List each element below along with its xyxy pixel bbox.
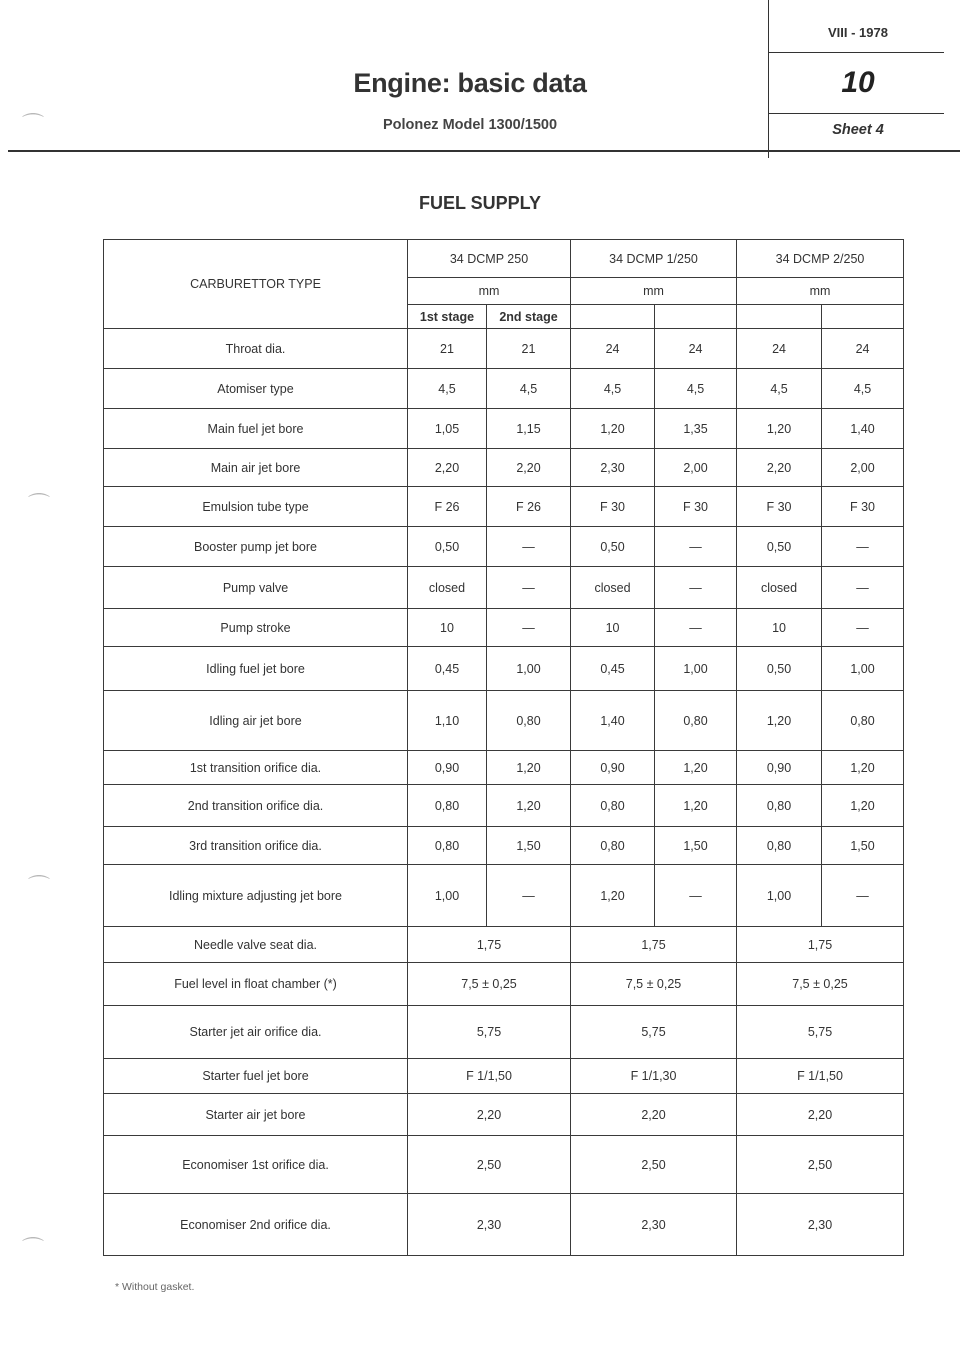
value-cell: 1,50 — [487, 827, 571, 865]
value-cell: 2,30 — [408, 1194, 571, 1256]
value-cell: — — [822, 567, 904, 609]
model-header: 34 DCMP 2/250 — [737, 240, 904, 278]
stage-header — [737, 305, 822, 329]
stage-header — [571, 305, 655, 329]
table-row — [104, 1136, 904, 1194]
row-label: Idling air jet bore — [104, 691, 408, 751]
value-cell: 2,20 — [408, 1094, 571, 1136]
value-cell: 4,5 — [408, 369, 487, 409]
table-row — [104, 647, 904, 691]
table-row — [104, 1194, 904, 1256]
value-cell: 0,45 — [408, 647, 487, 691]
value-cell: 1,00 — [487, 647, 571, 691]
value-cell: 1,00 — [737, 865, 822, 927]
binder-hole-mark: ⌒ — [22, 1236, 45, 1261]
stage-header: 1st stage — [408, 305, 487, 329]
value-cell: 2,20 — [737, 1094, 904, 1136]
value-cell: 0,80 — [822, 691, 904, 751]
row-label: Economiser 1st orifice dia. — [104, 1136, 408, 1194]
table-row — [104, 963, 904, 1006]
value-cell: 24 — [822, 329, 904, 369]
fuel-supply-table — [103, 239, 904, 1256]
value-cell: 2,20 — [571, 1094, 737, 1136]
value-cell: 0,80 — [737, 827, 822, 865]
value-cell: 0,50 — [408, 527, 487, 567]
value-cell: 10 — [737, 609, 822, 647]
value-cell: 2,00 — [655, 449, 737, 487]
table-row — [104, 751, 904, 785]
footnote: * Without gasket. — [115, 1281, 195, 1293]
value-cell: 7,5 ± 0,25 — [737, 963, 904, 1006]
value-cell: F 30 — [737, 487, 822, 527]
value-cell: 4,5 — [571, 369, 655, 409]
value-cell: 0,80 — [408, 785, 487, 827]
revision-label: VIII - 1978 — [828, 25, 888, 40]
value-cell: 1,20 — [655, 751, 737, 785]
table-row — [104, 1059, 904, 1094]
value-cell: — — [822, 527, 904, 567]
table-row — [104, 1094, 904, 1136]
value-cell: 1,15 — [487, 409, 571, 449]
unit-header: mm — [408, 278, 571, 305]
row-label: Needle valve seat dia. — [104, 927, 408, 963]
value-cell: 1,20 — [571, 865, 655, 927]
value-cell: 1,75 — [737, 927, 904, 963]
row-label: Starter fuel jet bore — [104, 1059, 408, 1094]
table-row — [104, 329, 904, 369]
value-cell: — — [655, 527, 737, 567]
page-title: Engine: basic data — [353, 68, 587, 98]
binder-hole-mark: ⌒ — [28, 874, 51, 899]
table-row — [104, 1006, 904, 1059]
table-row — [104, 827, 904, 865]
row-label: Main fuel jet bore — [104, 409, 408, 449]
table-row — [104, 567, 904, 609]
table-row — [104, 865, 904, 927]
value-cell: 1,00 — [408, 865, 487, 927]
row-label: Pump valve — [104, 567, 408, 609]
value-cell: 1,20 — [487, 751, 571, 785]
value-cell: — — [487, 865, 571, 927]
value-cell: 2,30 — [571, 1194, 737, 1256]
value-cell: 1,50 — [822, 827, 904, 865]
row-label: Starter air jet bore — [104, 1094, 408, 1136]
value-cell: F 1/1,30 — [571, 1059, 737, 1094]
row-label: Idling fuel jet bore — [104, 647, 408, 691]
value-cell: 4,5 — [822, 369, 904, 409]
value-cell: 5,75 — [737, 1006, 904, 1059]
value-cell: 1,75 — [571, 927, 737, 963]
sheet-label: Sheet 4 — [832, 122, 884, 138]
value-cell: 10 — [571, 609, 655, 647]
value-cell: closed — [571, 567, 655, 609]
value-cell: 2,50 — [408, 1136, 571, 1194]
value-cell: 1,10 — [408, 691, 487, 751]
row-label: Pump stroke — [104, 609, 408, 647]
value-cell: 0,50 — [571, 527, 655, 567]
value-cell: F 30 — [655, 487, 737, 527]
table-row — [104, 369, 904, 409]
value-cell: 5,75 — [571, 1006, 737, 1059]
carburettor-type-label: CARBURETTOR TYPE — [104, 240, 408, 329]
value-cell: 1,20 — [737, 691, 822, 751]
row-label: Emulsion tube type — [104, 487, 408, 527]
value-cell: 0,50 — [737, 527, 822, 567]
binder-hole-mark: ⌒ — [22, 112, 45, 137]
value-cell: — — [487, 567, 571, 609]
value-cell: 1,05 — [408, 409, 487, 449]
row-label: Main air jet bore — [104, 449, 408, 487]
model-header: 34 DCMP 250 — [408, 240, 571, 278]
value-cell: 2,30 — [737, 1194, 904, 1256]
value-cell: — — [487, 609, 571, 647]
value-cell: 2,20 — [487, 449, 571, 487]
value-cell: 7,5 ± 0,25 — [408, 963, 571, 1006]
header-divider — [768, 0, 769, 150]
value-cell: 2,50 — [571, 1136, 737, 1194]
value-cell: 0,90 — [737, 751, 822, 785]
table-row — [104, 691, 904, 751]
value-cell: — — [822, 865, 904, 927]
value-cell: 0,45 — [571, 647, 655, 691]
value-cell: 1,20 — [571, 409, 655, 449]
value-cell: F 1/1,50 — [737, 1059, 904, 1094]
table-row — [104, 487, 904, 527]
table-row — [104, 527, 904, 567]
value-cell: 4,5 — [655, 369, 737, 409]
value-cell: 0,50 — [737, 647, 822, 691]
row-label: Booster pump jet bore — [104, 527, 408, 567]
value-cell: 4,5 — [737, 369, 822, 409]
value-cell: 0,80 — [487, 691, 571, 751]
value-cell: 10 — [408, 609, 487, 647]
value-cell: 2,20 — [737, 449, 822, 487]
value-cell: — — [655, 567, 737, 609]
value-cell: — — [655, 865, 737, 927]
value-cell: F 26 — [408, 487, 487, 527]
value-cell: — — [487, 527, 571, 567]
section-number: 10 — [841, 66, 875, 99]
value-cell: 1,00 — [655, 647, 737, 691]
value-cell: closed — [408, 567, 487, 609]
value-cell: 24 — [737, 329, 822, 369]
header-rule — [8, 150, 960, 152]
value-cell: 1,20 — [487, 785, 571, 827]
value-cell: 0,80 — [408, 827, 487, 865]
value-cell: — — [822, 609, 904, 647]
table-row — [104, 927, 904, 963]
stage-header — [655, 305, 737, 329]
row-label: Atomiser type — [104, 369, 408, 409]
model-header: 34 DCMP 1/250 — [571, 240, 737, 278]
value-cell: 1,40 — [822, 409, 904, 449]
row-label: 3rd transition orifice dia. — [104, 827, 408, 865]
value-cell: 7,5 ± 0,25 — [571, 963, 737, 1006]
value-cell: 1,20 — [822, 785, 904, 827]
row-label: Starter jet air orifice dia. — [104, 1006, 408, 1059]
value-cell: 2,00 — [822, 449, 904, 487]
binder-hole-mark: ⌒ — [28, 492, 51, 517]
value-cell: 4,5 — [487, 369, 571, 409]
value-cell: 1,20 — [822, 751, 904, 785]
value-cell: 24 — [571, 329, 655, 369]
stage-header: 2nd stage — [487, 305, 571, 329]
row-label: 1st transition orifice dia. — [104, 751, 408, 785]
page-subtitle: Polonez Model 1300/1500 — [382, 117, 558, 133]
value-cell: 0,80 — [737, 785, 822, 827]
table-row — [104, 409, 904, 449]
unit-header: mm — [571, 278, 737, 305]
value-cell: 21 — [408, 329, 487, 369]
value-cell: 0,80 — [571, 827, 655, 865]
header-divider — [768, 52, 944, 53]
section-title: FUEL SUPPLY — [418, 193, 542, 213]
value-cell: 2,50 — [737, 1136, 904, 1194]
row-label: Throat dia. — [104, 329, 408, 369]
value-cell: 1,35 — [655, 409, 737, 449]
value-cell: 0,90 — [571, 751, 655, 785]
value-cell: 1,00 — [822, 647, 904, 691]
value-cell: 0,90 — [408, 751, 487, 785]
value-cell: F 30 — [822, 487, 904, 527]
value-cell: 0,80 — [655, 691, 737, 751]
value-cell: 0,80 — [571, 785, 655, 827]
value-cell: F 30 — [571, 487, 655, 527]
row-label: Idling mixture adjusting jet bore — [104, 865, 408, 927]
table-row — [104, 449, 904, 487]
value-cell: 1,20 — [737, 409, 822, 449]
table-row — [104, 785, 904, 827]
row-label: 2nd transition orifice dia. — [104, 785, 408, 827]
value-cell: 24 — [655, 329, 737, 369]
value-cell: F 1/1,50 — [408, 1059, 571, 1094]
value-cell: 2,30 — [571, 449, 655, 487]
row-label: Fuel level in float chamber (*) — [104, 963, 408, 1006]
value-cell: 1,20 — [655, 785, 737, 827]
value-cell: F 26 — [487, 487, 571, 527]
value-cell: 1,50 — [655, 827, 737, 865]
value-cell: 21 — [487, 329, 571, 369]
header-divider — [768, 113, 944, 114]
row-label: Economiser 2nd orifice dia. — [104, 1194, 408, 1256]
unit-header: mm — [737, 278, 904, 305]
value-cell: 1,75 — [408, 927, 571, 963]
stage-header — [822, 305, 904, 329]
value-cell: 1,40 — [571, 691, 655, 751]
value-cell: 2,20 — [408, 449, 487, 487]
value-cell: closed — [737, 567, 822, 609]
value-cell: 5,75 — [408, 1006, 571, 1059]
value-cell: — — [655, 609, 737, 647]
table-row — [104, 609, 904, 647]
